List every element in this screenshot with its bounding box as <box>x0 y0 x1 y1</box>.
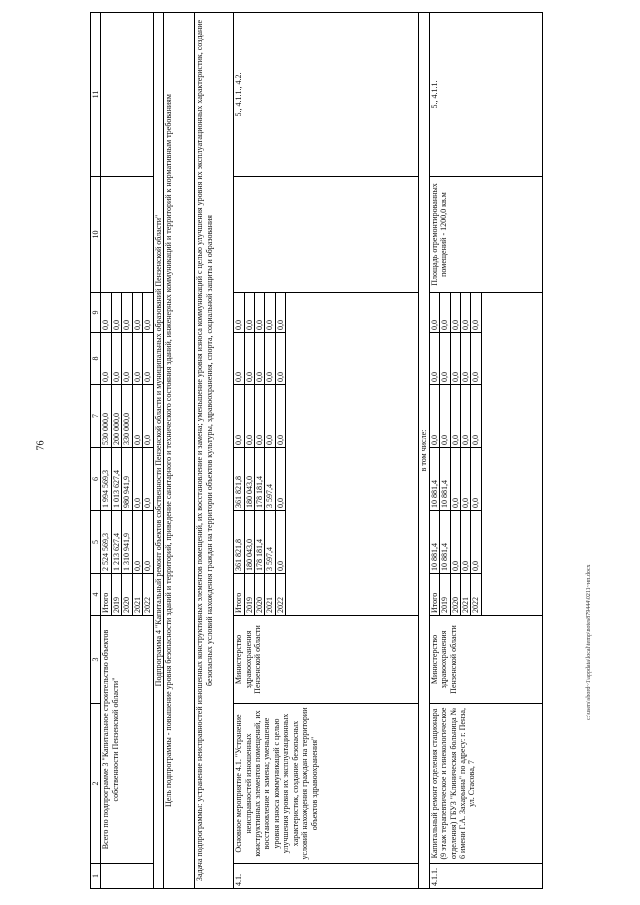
value-cell: 10 881,4 <box>429 448 439 511</box>
value-cell: 0,0 <box>101 333 111 385</box>
value-cell: 0,0 <box>450 448 460 511</box>
value-cell: 0,0 <box>461 385 471 448</box>
subprogram-4-title: Подпрограмма 4 "Капитальный ремонт объектов собственности Пензенской области и муниципальных образований Пензенской области" <box>153 13 163 889</box>
value-cell: 0,0 <box>234 333 244 385</box>
value-cell: 1 994 569,3 <box>101 448 111 511</box>
table-row <box>153 13 163 889</box>
value-cell: 0,0 <box>244 385 254 448</box>
value-cell: 3 597,4 <box>265 511 275 574</box>
year-cell: 2019 <box>440 574 450 616</box>
value-cell: 0,0 <box>101 293 111 333</box>
including-label: в том числе: <box>419 13 429 889</box>
table-row <box>195 13 234 889</box>
value-cell: 200 000,0 <box>111 385 121 448</box>
value-cell: 0,0 <box>471 385 481 448</box>
value-cell: 0,0 <box>450 333 460 385</box>
value-cell: 180 043,0 <box>244 448 254 511</box>
year-cell: 2021 <box>132 574 142 616</box>
value-cell: 0,0 <box>471 293 481 333</box>
table-row <box>419 13 429 889</box>
header-cell: 11 <box>91 13 101 177</box>
year-cell: 2022 <box>275 574 285 616</box>
value-cell: 0,0 <box>275 293 285 333</box>
value-cell: 0,0 <box>132 385 142 448</box>
year-cell: 2019 <box>111 574 121 616</box>
value-cell: 0,0 <box>244 293 254 333</box>
value-cell: 0,0 <box>461 448 471 511</box>
value-cell: 0,0 <box>440 333 450 385</box>
value-cell: 0,0 <box>275 448 285 511</box>
value-cell: 0,0 <box>265 293 275 333</box>
value-cell: 0,0 <box>111 293 121 333</box>
header-cell: 4 <box>91 574 101 616</box>
header-cell: 5 <box>91 511 101 574</box>
value-cell: 1 013 627,4 <box>111 448 121 511</box>
value-cell: 0,0 <box>440 293 450 333</box>
year-cell: Итого <box>101 574 111 616</box>
measure-4-1-name: Основное мероприятие 4.1. "Устранение неисправностей изношенных конструктивных элементов помещений, их восстановление и замена; уменьшение уровня износа коммуникаций с целью улучшения уровня их эксплуатационных характеристик, создание безопасных условий нахождения граждан на территории объектов здравоохранения" <box>234 704 419 864</box>
header-cell: 8 <box>91 333 101 385</box>
page-number: 76 <box>35 440 47 451</box>
value-cell: 0,0 <box>254 293 264 333</box>
header-cell: 2 <box>91 704 101 864</box>
value-cell: 530 000,0 <box>101 385 111 448</box>
value-cell: 0,0 <box>265 333 275 385</box>
year-cell: 2021 <box>461 574 471 616</box>
value-cell: 0,0 <box>254 333 264 385</box>
file-path-footer: c:\users\sbord~1\appdata\local\temp\notes879444\0211~нп.docx <box>586 564 592 720</box>
table-row <box>429 13 439 889</box>
value-cell: 0,0 <box>234 293 244 333</box>
value-cell: 0,0 <box>429 293 439 333</box>
measure-number: 4.1. <box>234 864 419 889</box>
value-cell: 10 881,4 <box>429 511 439 574</box>
header-cell: 9 <box>91 293 101 333</box>
value-cell: 0,0 <box>132 448 142 511</box>
value-cell: 0,0 <box>143 448 153 511</box>
header-cell: 6 <box>91 448 101 511</box>
value-cell: 10 881,4 <box>440 511 450 574</box>
table-row <box>101 13 111 889</box>
value-cell: 361 821,8 <box>234 448 244 511</box>
value-cell: 0,0 <box>471 511 481 574</box>
value-cell: 0,0 <box>132 333 142 385</box>
value-cell: 0,0 <box>143 511 153 574</box>
value-cell: 0,0 <box>234 385 244 448</box>
value-cell: 3 597,4 <box>265 448 275 511</box>
value-cell: 0,0 <box>471 448 481 511</box>
activity-number: 4.1.1. <box>429 864 542 889</box>
value-cell: 0,0 <box>429 385 439 448</box>
value-cell: 2 524 569,3 <box>101 511 111 574</box>
value-cell: 0,0 <box>450 511 460 574</box>
year-cell: 2021 <box>265 574 275 616</box>
value-cell: 0,0 <box>244 333 254 385</box>
value-cell: 0,0 <box>265 385 275 448</box>
value-cell: 1 310 941,9 <box>122 511 132 574</box>
activity-4-1-1-name: Капитальный ремонт отделения стационара (9 этаж терапевтическое и гинекологическое отделения) ГБУЗ "Клиническая больница № 6 имени Г.А. Захарьина" по адресу: г. Пенза, ул. Стасова, 7 <box>429 704 542 864</box>
value-cell: 0,0 <box>254 385 264 448</box>
year-cell: Итого <box>429 574 439 616</box>
value-cell: 178 181,4 <box>254 448 264 511</box>
value-cell: 180 043,0 <box>244 511 254 574</box>
year-cell: 2022 <box>143 574 153 616</box>
value-cell: 0,0 <box>429 333 439 385</box>
measure-reference: 5., 4.1.1., 4.2. <box>234 13 419 177</box>
value-cell: 10 881,4 <box>440 448 450 511</box>
header-cell: 1 <box>91 864 101 889</box>
value-cell: 0,0 <box>461 293 471 333</box>
value-cell: 0,0 <box>461 511 471 574</box>
rotated-page <box>90 13 590 889</box>
value-cell: 0,0 <box>143 385 153 448</box>
value-cell: 0,0 <box>122 293 132 333</box>
value-cell: 330 000,0 <box>122 385 132 448</box>
value-cell: 0,0 <box>461 333 471 385</box>
value-cell: 0,0 <box>275 333 285 385</box>
year-cell: 2020 <box>450 574 460 616</box>
year-cell: 2020 <box>254 574 264 616</box>
value-cell: 0,0 <box>143 333 153 385</box>
value-cell: 0,0 <box>143 293 153 333</box>
activity-indicator: Площадь отремонтированных помещений - 1200,0 кв.м <box>429 177 542 293</box>
header-cell: 10 <box>91 177 101 293</box>
measure-executor: Министерство здравоохранения Пензенской области <box>234 616 419 704</box>
value-cell: 980 941,9 <box>122 448 132 511</box>
value-cell: 0,0 <box>275 511 285 574</box>
value-cell: 1 213 627,4 <box>111 511 121 574</box>
year-cell: 2020 <box>122 574 132 616</box>
activity-reference: 5., 4.1.1. <box>429 13 542 177</box>
program-table <box>90 12 543 889</box>
value-cell: 0,0 <box>132 293 142 333</box>
value-cell: 0,0 <box>132 511 142 574</box>
value-cell: 361 821,8 <box>234 511 244 574</box>
year-cell: Итого <box>234 574 244 616</box>
subprogram-3-total: Всего по подпрограмме 3 "Капитальное строительство объектов собственности Пензенской области" <box>101 616 153 864</box>
activity-executor: Министерство здравоохранения Пензенской области <box>429 616 542 704</box>
value-cell: 0,0 <box>471 333 481 385</box>
header-row <box>91 13 101 889</box>
table-row <box>234 13 244 889</box>
value-cell: 0,0 <box>111 333 121 385</box>
value-cell: 0,0 <box>450 293 460 333</box>
table-row <box>164 13 195 889</box>
year-cell: 2019 <box>244 574 254 616</box>
value-cell: 0,0 <box>122 333 132 385</box>
value-cell: 0,0 <box>450 385 460 448</box>
value-cell: 178 181,4 <box>254 511 264 574</box>
subprogram-4-task: Задача подпрограммы: устранение неисправностей изношенных конструктивных элементов помещений, их восстановление и замена; уменьшение уровня износа коммуникаций с целью улучшения уровня их эксплуатационных характеристик, создание безопасных условий нахождения граждан на территории объектов культуры, здравоохранения, спорта, социальной защиты и образования <box>195 13 234 889</box>
header-cell: 3 <box>91 616 101 704</box>
value-cell: 0,0 <box>275 385 285 448</box>
subprogram-4-goal: Цель подпрограммы - повышение уровня безопасности зданий и территорий, приведение санитарного и технического состояния зданий, инженерных коммуникаций и территорий к нормативным требованиям <box>164 13 195 889</box>
header-cell: 7 <box>91 385 101 448</box>
value-cell: 0,0 <box>440 385 450 448</box>
year-cell: 2022 <box>471 574 481 616</box>
